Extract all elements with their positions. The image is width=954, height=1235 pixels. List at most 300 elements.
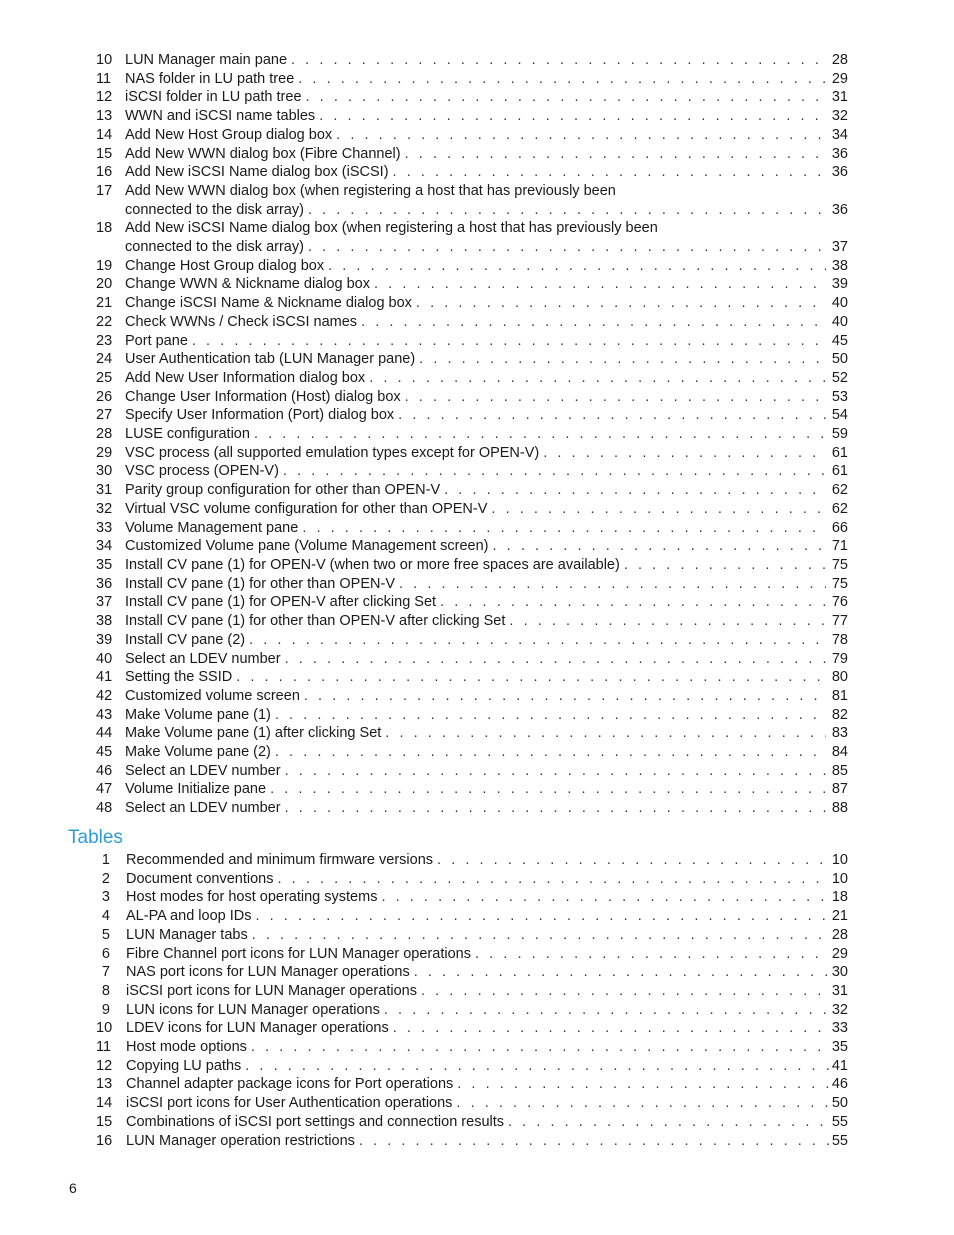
figure-page: 83 bbox=[831, 725, 848, 742]
figure-entry[interactable] bbox=[96, 313, 848, 332]
figure-number: 16 bbox=[96, 164, 113, 181]
figure-page: 53 bbox=[831, 388, 848, 405]
dot-leader bbox=[394, 406, 826, 425]
figure-title: Change Host Group dialog box bbox=[125, 257, 325, 274]
figure-line bbox=[125, 537, 848, 556]
table-title: Document conventions bbox=[126, 870, 274, 887]
figure-title: Install CV pane (1) for other than OPEN-V bbox=[125, 575, 395, 592]
figure-number: 26 bbox=[96, 388, 113, 405]
figure-number: 22 bbox=[96, 313, 113, 330]
figure-page: 76 bbox=[831, 594, 848, 611]
figure-title: LUSE configuration bbox=[125, 426, 250, 443]
figure-entry[interactable] bbox=[96, 780, 848, 799]
figure-number: 34 bbox=[96, 538, 113, 555]
table-entry[interactable] bbox=[96, 926, 848, 945]
figure-title: Add New iSCSI Name dialog box (iSCSI) bbox=[125, 164, 389, 181]
figure-number: 41 bbox=[96, 669, 113, 686]
table-line bbox=[126, 1001, 848, 1020]
figure-entry[interactable] bbox=[96, 444, 848, 463]
figure-line bbox=[125, 332, 848, 351]
table-number: 4 bbox=[101, 908, 110, 925]
table-number: 13 bbox=[96, 1076, 113, 1093]
table-title: iSCSI port icons for User Authentication operations bbox=[126, 1095, 453, 1112]
figure-page: 40 bbox=[831, 295, 848, 312]
dot-leader bbox=[401, 145, 826, 164]
figure-number: 19 bbox=[96, 257, 113, 274]
figure-number: 27 bbox=[96, 407, 113, 424]
figure-page: 45 bbox=[831, 332, 848, 349]
table-number: 16 bbox=[96, 1132, 113, 1149]
dot-leader bbox=[620, 556, 826, 575]
figure-page: 75 bbox=[831, 575, 848, 592]
figure-title: Select an LDEV number bbox=[125, 800, 281, 817]
figure-page: 75 bbox=[831, 556, 848, 573]
table-entry[interactable] bbox=[96, 1038, 848, 1057]
figure-entry[interactable] bbox=[96, 406, 848, 425]
figure-line bbox=[125, 313, 848, 332]
figure-line bbox=[125, 294, 848, 313]
table-title: Host mode options bbox=[126, 1039, 247, 1056]
figure-page: 37 bbox=[831, 239, 848, 256]
figure-title: Make Volume pane (1) bbox=[125, 706, 271, 723]
table-line bbox=[126, 888, 848, 907]
figure-number: 28 bbox=[96, 426, 113, 443]
figure-number: 33 bbox=[96, 519, 113, 536]
figure-page: 28 bbox=[831, 52, 848, 68]
figure-page: 39 bbox=[831, 276, 848, 293]
page-number: 6 bbox=[69, 1180, 77, 1196]
figure-number: 44 bbox=[96, 725, 113, 742]
dot-leader bbox=[355, 1132, 830, 1151]
table-entry[interactable] bbox=[96, 851, 848, 870]
figure-number: 40 bbox=[96, 650, 113, 667]
table-title: Fibre Channel port icons for LUN Manager operations bbox=[126, 945, 471, 962]
dot-leader bbox=[332, 126, 826, 145]
figure-title: Install CV pane (1) for other than OPEN-V after clicking Set bbox=[125, 613, 506, 630]
table-number: 6 bbox=[101, 945, 110, 962]
table-page: 18 bbox=[831, 889, 848, 906]
figure-number: 15 bbox=[96, 145, 113, 162]
figure-line bbox=[125, 462, 848, 481]
table-page: 31 bbox=[831, 982, 848, 999]
figure-entry[interactable] bbox=[96, 537, 848, 556]
figure-entry[interactable] bbox=[96, 369, 848, 388]
dot-leader bbox=[357, 313, 826, 332]
figure-entry[interactable] bbox=[96, 388, 848, 407]
figure-line bbox=[125, 350, 848, 369]
figure-title-line1: Add New iSCSI Name dialog box (when registering a host that has previously been bbox=[125, 220, 658, 237]
figure-number: 31 bbox=[96, 482, 113, 499]
figure-title: Install CV pane (1) for OPEN-V (when two or more free spaces are available) bbox=[125, 556, 620, 573]
dot-leader bbox=[410, 963, 830, 982]
table-entry[interactable] bbox=[96, 982, 848, 1001]
table-number: 15 bbox=[96, 1113, 113, 1130]
figure-title: NAS folder in LU path tree bbox=[125, 70, 295, 87]
figure-line bbox=[125, 556, 848, 575]
figure-page: 77 bbox=[831, 613, 848, 630]
dot-leader bbox=[274, 870, 831, 889]
figure-entry[interactable] bbox=[96, 462, 848, 481]
table-page: 50 bbox=[831, 1095, 848, 1112]
figure-number: 45 bbox=[96, 744, 113, 761]
figure-title: Volume Management pane bbox=[125, 519, 299, 536]
figure-page: 36 bbox=[831, 164, 848, 181]
dot-leader bbox=[300, 687, 826, 706]
figure-page: 62 bbox=[831, 500, 848, 517]
table-number: 12 bbox=[96, 1057, 113, 1074]
table-page: 10 bbox=[831, 870, 848, 887]
table-title: LDEV icons for LUN Manager operations bbox=[126, 1020, 389, 1037]
figure-page: 78 bbox=[831, 631, 848, 648]
figure-page: 84 bbox=[831, 744, 848, 761]
figure-title: VSC process (OPEN-V) bbox=[125, 463, 279, 480]
dot-leader bbox=[287, 51, 826, 70]
dot-leader bbox=[389, 163, 826, 182]
table-line bbox=[126, 870, 848, 889]
table-entry[interactable] bbox=[96, 1001, 848, 1020]
table-title: Combinations of iSCSI port settings and connection results bbox=[126, 1113, 505, 1130]
figure-title: Select an LDEV number bbox=[125, 762, 281, 779]
dot-leader bbox=[370, 275, 826, 294]
table-page: 10 bbox=[831, 852, 848, 868]
table-line bbox=[126, 851, 848, 870]
table-line bbox=[126, 982, 848, 1001]
figure-number: 21 bbox=[96, 295, 113, 312]
figure-title: Virtual VSC volume configuration for other than OPEN-V bbox=[125, 500, 488, 517]
figure-number: 38 bbox=[96, 613, 113, 630]
dot-leader bbox=[298, 519, 826, 538]
figure-page: 85 bbox=[831, 762, 848, 779]
table-entry[interactable] bbox=[96, 1057, 848, 1076]
table-line bbox=[126, 1057, 848, 1076]
table-title: NAS port icons for LUN Manager operations bbox=[126, 964, 410, 981]
figure-line bbox=[125, 519, 848, 538]
figure-entry[interactable] bbox=[96, 762, 848, 781]
figure-line bbox=[125, 762, 848, 781]
figure-title: Customized Volume pane (Volume Management screen) bbox=[125, 538, 489, 555]
figure-entry[interactable] bbox=[96, 519, 848, 538]
table-entry[interactable] bbox=[96, 1113, 848, 1132]
table-entry[interactable] bbox=[96, 1094, 848, 1113]
dot-leader bbox=[471, 945, 830, 964]
figure-title: Select an LDEV number bbox=[125, 650, 281, 667]
dot-leader bbox=[188, 332, 826, 351]
table-number: 10 bbox=[96, 1020, 113, 1037]
figure-entry[interactable] bbox=[96, 182, 848, 219]
dot-leader bbox=[247, 1038, 830, 1057]
dot-leader bbox=[539, 444, 826, 463]
figure-entry[interactable] bbox=[96, 145, 848, 164]
figure-entry[interactable] bbox=[96, 556, 848, 575]
figure-number: 20 bbox=[96, 276, 113, 293]
dot-leader bbox=[245, 631, 826, 650]
table-number: 5 bbox=[101, 926, 110, 943]
figure-number: 46 bbox=[96, 762, 113, 779]
figure-number: 12 bbox=[96, 89, 113, 106]
figure-title: Add New Host Group dialog box bbox=[125, 126, 333, 143]
figure-entry[interactable] bbox=[96, 743, 848, 762]
figure-page: 88 bbox=[831, 800, 848, 817]
dot-leader bbox=[487, 500, 826, 519]
figure-title: Change iSCSI Name & Nickname dialog box bbox=[125, 295, 412, 312]
table-entry[interactable] bbox=[96, 945, 848, 964]
dot-leader bbox=[241, 1057, 830, 1076]
figure-page: 61 bbox=[831, 463, 848, 480]
table-title: Copying LU paths bbox=[126, 1057, 242, 1074]
table-entry[interactable] bbox=[96, 888, 848, 907]
table-entry[interactable] bbox=[96, 870, 848, 889]
dot-leader bbox=[401, 388, 826, 407]
figure-page: 61 bbox=[831, 444, 848, 461]
figure-page: 79 bbox=[831, 650, 848, 667]
table-number: 14 bbox=[96, 1095, 113, 1112]
table-title: Channel adapter package icons for Port operations bbox=[126, 1076, 454, 1093]
table-number: 2 bbox=[101, 870, 110, 887]
figure-entry[interactable] bbox=[96, 724, 848, 743]
figure-title: Install CV pane (2) bbox=[125, 631, 246, 648]
table-line bbox=[126, 926, 848, 945]
figure-number: 24 bbox=[96, 351, 113, 368]
figure-entry[interactable] bbox=[96, 350, 848, 369]
figure-line bbox=[125, 51, 848, 70]
figure-number: 48 bbox=[96, 800, 113, 817]
figure-line bbox=[125, 631, 848, 650]
figure-title: iSCSI folder in LU path tree bbox=[125, 89, 302, 106]
figure-line bbox=[125, 743, 848, 762]
table-title: LUN Manager tabs bbox=[126, 926, 248, 943]
figure-page: 71 bbox=[831, 538, 848, 555]
dot-leader bbox=[436, 593, 826, 612]
figure-entry[interactable] bbox=[96, 631, 848, 650]
table-title: iSCSI port icons for LUN Manager operations bbox=[126, 982, 417, 999]
figure-page: 87 bbox=[831, 781, 848, 798]
figure-entry[interactable] bbox=[96, 593, 848, 612]
figure-page: 66 bbox=[831, 519, 848, 536]
figure-line bbox=[125, 444, 848, 463]
dot-leader bbox=[324, 257, 826, 276]
dot-leader bbox=[415, 350, 826, 369]
dot-leader bbox=[315, 107, 826, 126]
figure-title: Install CV pane (1) for OPEN-V after clicking Set bbox=[125, 594, 437, 611]
figure-entry[interactable] bbox=[96, 163, 848, 182]
table-page: 55 bbox=[831, 1132, 848, 1149]
figure-entry[interactable] bbox=[96, 275, 848, 294]
figure-number: 37 bbox=[96, 594, 113, 611]
figure-page: 36 bbox=[831, 201, 848, 218]
table-entry[interactable] bbox=[96, 1132, 848, 1151]
figure-title: connected to the disk array) bbox=[125, 239, 304, 256]
figure-title: Port pane bbox=[125, 332, 188, 349]
figure-number: 47 bbox=[96, 781, 113, 798]
figure-title: Add New User Information dialog box bbox=[125, 369, 366, 386]
dot-leader bbox=[412, 294, 826, 313]
figure-title: Customized volume screen bbox=[125, 687, 300, 704]
figure-page: 54 bbox=[831, 407, 848, 424]
figure-title: Change WWN & Nickname dialog box bbox=[125, 276, 370, 293]
figure-line bbox=[125, 369, 848, 388]
figure-number: 29 bbox=[96, 444, 113, 461]
table-page: 32 bbox=[831, 1001, 848, 1018]
figure-title: Volume Initialize pane bbox=[125, 781, 267, 798]
figure-entry[interactable] bbox=[96, 219, 848, 256]
table-number: 9 bbox=[101, 1001, 110, 1018]
table-page: 35 bbox=[831, 1039, 848, 1056]
table-line bbox=[126, 1113, 848, 1132]
figure-title: Specify User Information (Port) dialog box bbox=[125, 407, 395, 424]
dot-leader bbox=[271, 706, 826, 725]
table-number: 8 bbox=[101, 982, 110, 999]
table-title: AL-PA and loop IDs bbox=[126, 908, 252, 925]
figure-number: 23 bbox=[96, 332, 113, 349]
dot-leader bbox=[433, 851, 830, 870]
figure-line bbox=[125, 593, 848, 612]
figure-entry[interactable] bbox=[96, 107, 848, 126]
figure-line bbox=[125, 145, 848, 164]
figure-line bbox=[125, 406, 848, 425]
dot-leader bbox=[440, 481, 826, 500]
figure-number: 39 bbox=[96, 631, 113, 648]
dot-leader bbox=[452, 1094, 830, 1113]
figure-line bbox=[125, 575, 848, 594]
figure-page: 32 bbox=[831, 108, 848, 125]
figure-line bbox=[125, 706, 848, 725]
figure-title: LUN Manager main pane bbox=[125, 52, 288, 68]
dot-leader bbox=[302, 88, 826, 107]
table-line bbox=[126, 1019, 848, 1038]
figure-line bbox=[125, 70, 848, 89]
figure-line bbox=[125, 107, 848, 126]
table-page: 41 bbox=[831, 1057, 848, 1074]
dot-leader bbox=[232, 668, 826, 687]
figure-line bbox=[125, 201, 848, 220]
table-entry[interactable] bbox=[96, 907, 848, 926]
figure-entry[interactable] bbox=[96, 706, 848, 725]
table-line bbox=[126, 1132, 848, 1151]
figure-entry[interactable] bbox=[96, 687, 848, 706]
table-page: 46 bbox=[831, 1076, 848, 1093]
figure-number: 13 bbox=[96, 108, 113, 125]
table-page: 55 bbox=[831, 1113, 848, 1130]
figure-entry[interactable] bbox=[96, 668, 848, 687]
dot-leader bbox=[504, 1113, 830, 1132]
dot-leader bbox=[271, 743, 826, 762]
figure-entry[interactable] bbox=[96, 500, 848, 519]
figure-entry[interactable] bbox=[96, 332, 848, 351]
table-line bbox=[126, 1094, 848, 1113]
dot-leader bbox=[377, 888, 830, 907]
table-entry[interactable] bbox=[96, 963, 848, 982]
dot-leader bbox=[304, 238, 826, 257]
dot-leader bbox=[389, 1019, 830, 1038]
figure-line bbox=[125, 668, 848, 687]
figure-page: 82 bbox=[831, 706, 848, 723]
table-page: 28 bbox=[831, 926, 848, 943]
table-page: 30 bbox=[831, 964, 848, 981]
figure-line bbox=[125, 88, 848, 107]
figure-line bbox=[125, 612, 848, 631]
figure-entry[interactable] bbox=[96, 257, 848, 276]
figure-entry[interactable] bbox=[96, 425, 848, 444]
figure-line bbox=[125, 126, 848, 145]
figure-number: 17 bbox=[96, 182, 113, 199]
dot-leader bbox=[380, 1001, 830, 1020]
dot-leader bbox=[304, 201, 826, 220]
figure-number: 30 bbox=[96, 463, 113, 480]
figure-line bbox=[125, 257, 848, 276]
figure-title: VSC process (all supported emulation types except for OPEN-V) bbox=[125, 444, 540, 461]
figure-entry[interactable] bbox=[96, 799, 848, 818]
figure-page: 31 bbox=[831, 89, 848, 106]
figure-line bbox=[125, 650, 848, 669]
dot-leader bbox=[279, 462, 826, 481]
dot-leader bbox=[417, 982, 830, 1001]
dot-leader bbox=[381, 724, 826, 743]
figure-entry[interactable] bbox=[96, 612, 848, 631]
figure-title: Setting the SSID bbox=[125, 669, 233, 686]
figure-title: connected to the disk array) bbox=[125, 201, 304, 218]
tables-heading: Tables bbox=[68, 827, 123, 848]
figure-number: 11 bbox=[96, 70, 112, 87]
figure-entry[interactable] bbox=[96, 481, 848, 500]
dot-leader bbox=[281, 799, 826, 818]
figure-title: Check WWNs / Check iSCSI names bbox=[125, 313, 358, 330]
figure-number: 18 bbox=[96, 220, 113, 237]
table-title: LUN Manager operation restrictions bbox=[126, 1132, 355, 1149]
table-line bbox=[126, 945, 848, 964]
figure-entry[interactable] bbox=[96, 294, 848, 313]
figure-number: 36 bbox=[96, 575, 113, 592]
table-number: 7 bbox=[101, 964, 110, 981]
figure-line bbox=[125, 799, 848, 818]
figure-entry[interactable] bbox=[96, 650, 848, 669]
figure-number: 14 bbox=[96, 126, 113, 143]
figure-line bbox=[125, 238, 848, 257]
figure-line bbox=[125, 780, 848, 799]
figure-title: Parity group configuration for other than OPEN-V bbox=[125, 482, 441, 499]
figure-title: Make Volume pane (1) after clicking Set bbox=[125, 725, 382, 742]
figure-page: 38 bbox=[831, 257, 848, 274]
figure-page: 29 bbox=[831, 70, 848, 87]
figure-line bbox=[125, 481, 848, 500]
figure-page: 59 bbox=[831, 426, 848, 443]
figure-entry[interactable] bbox=[96, 70, 848, 89]
figure-entry[interactable] bbox=[96, 575, 848, 594]
figure-number: 25 bbox=[96, 369, 113, 386]
table-number: 1 bbox=[101, 852, 110, 868]
table-page: 29 bbox=[831, 945, 848, 962]
figure-entry[interactable] bbox=[96, 126, 848, 145]
table-entry[interactable] bbox=[96, 1075, 848, 1094]
table-page: 21 bbox=[831, 908, 848, 925]
figure-number: 32 bbox=[96, 500, 113, 517]
figure-number: 35 bbox=[96, 556, 113, 573]
figure-entry[interactable] bbox=[96, 51, 848, 70]
figure-title: User Authentication tab (LUN Manager pane) bbox=[125, 351, 416, 368]
table-title: LUN icons for LUN Manager operations bbox=[126, 1001, 380, 1018]
figure-page: 80 bbox=[831, 669, 848, 686]
table-page: 33 bbox=[831, 1020, 848, 1037]
dot-leader bbox=[250, 425, 826, 444]
table-entry[interactable] bbox=[96, 1019, 848, 1038]
figure-page: 52 bbox=[831, 369, 848, 386]
figure-line bbox=[125, 724, 848, 743]
dot-leader bbox=[251, 907, 830, 926]
figure-title: WWN and iSCSI name tables bbox=[125, 108, 316, 125]
figure-entry[interactable] bbox=[96, 88, 848, 107]
table-line bbox=[126, 1075, 848, 1094]
dot-leader bbox=[505, 612, 826, 631]
figure-title: Make Volume pane (2) bbox=[125, 744, 271, 761]
